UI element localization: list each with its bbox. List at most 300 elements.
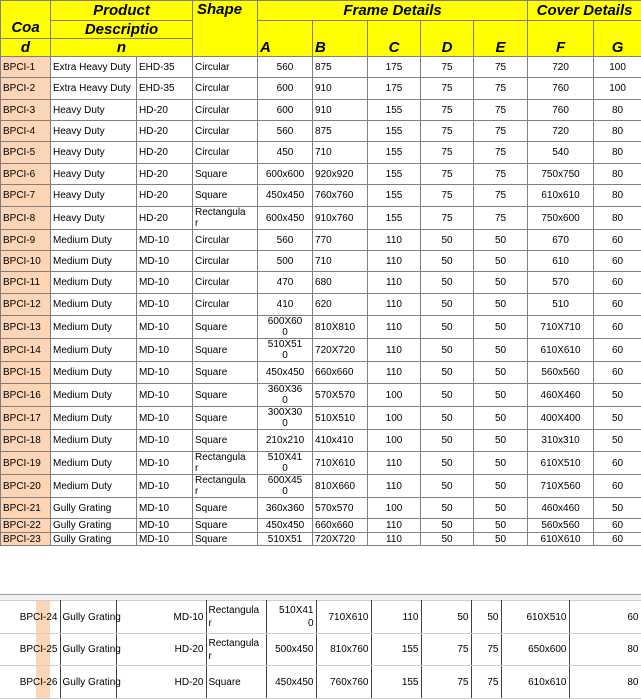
- cell-d[interactable]: 50: [421, 519, 474, 533]
- cell-e[interactable]: 50: [474, 452, 528, 475]
- cell-c[interactable]: 100: [368, 430, 421, 452]
- cell-shape[interactable]: Square: [193, 519, 258, 533]
- cell-a[interactable]: 600x450: [258, 207, 313, 230]
- cell-g[interactable]: 50: [594, 384, 641, 407]
- cell-d[interactable]: 50: [421, 384, 474, 407]
- cell-c[interactable]: 110: [368, 294, 421, 316]
- cell-code[interactable]: BPCI-12: [1, 294, 51, 316]
- cell-code[interactable]: BPCI-1: [1, 57, 51, 78]
- cell-d[interactable]: 50: [421, 272, 474, 294]
- cell-f[interactable]: 720: [528, 121, 594, 142]
- cell-e[interactable]: 50: [474, 430, 528, 452]
- header-col-e[interactable]: E: [474, 21, 528, 57]
- cell-e[interactable]: 75: [474, 207, 528, 230]
- cell-a[interactable]: 560: [258, 57, 313, 78]
- cell-code[interactable]: BPCI-9: [1, 230, 51, 251]
- header-frame-details[interactable]: Frame Details: [258, 1, 528, 21]
- cell-a[interactable]: 510X41 0: [258, 452, 313, 475]
- cell-grade[interactable]: HD-20: [137, 142, 193, 164]
- cell-e[interactable]: 50: [474, 316, 528, 339]
- cell-d[interactable]: 50: [421, 407, 474, 430]
- cell-f[interactable]: 510: [528, 294, 594, 316]
- header-col-d[interactable]: D: [421, 21, 474, 57]
- cell-g[interactable]: 60: [594, 230, 641, 251]
- cell-grade[interactable]: MD-10: [137, 362, 193, 384]
- cell-f[interactable]: 560x560: [528, 362, 594, 384]
- cell-c[interactable]: 100: [368, 384, 421, 407]
- cell-d[interactable]: 75: [421, 78, 474, 100]
- cell-f[interactable]: 460x460: [528, 498, 594, 519]
- cell-b[interactable]: 810X810: [313, 316, 368, 339]
- cell-shape[interactable]: Circular: [193, 121, 258, 142]
- cell-g[interactable]: 50: [594, 407, 641, 430]
- cell-shape[interactable]: Square: [193, 339, 258, 362]
- cell-d[interactable]: 50: [421, 498, 474, 519]
- table-row[interactable]: [1, 100, 641, 121]
- cell-b[interactable]: 875: [313, 57, 368, 78]
- table-row[interactable]: [1, 316, 641, 339]
- cell-grade[interactable]: HD-20: [137, 121, 193, 142]
- header-code[interactable]: Coa: [1, 1, 51, 39]
- cell-grade[interactable]: MD-10: [137, 272, 193, 294]
- table-row[interactable]: [1, 121, 641, 142]
- cell-b[interactable]: 710X610: [316, 601, 371, 634]
- cell-d[interactable]: 75: [421, 666, 471, 699]
- cell-shape[interactable]: Rectangula r: [206, 601, 266, 634]
- cell-b[interactable]: 910: [313, 100, 368, 121]
- cell-description[interactable]: Gully Grating: [60, 634, 116, 666]
- cell-grade[interactable]: MD-10: [116, 601, 206, 634]
- cell-description[interactable]: Extra Heavy Duty: [51, 57, 137, 78]
- cell-g[interactable]: 60: [594, 362, 641, 384]
- cell-b[interactable]: 410x410: [313, 430, 368, 452]
- cell-g[interactable]: 60: [569, 601, 641, 634]
- cell-b[interactable]: 910x760: [313, 207, 368, 230]
- cell-d[interactable]: 75: [421, 142, 474, 164]
- cell-c[interactable]: 110: [368, 475, 421, 498]
- table-row[interactable]: [0, 666, 641, 699]
- cell-a[interactable]: 560: [258, 121, 313, 142]
- cell-a[interactable]: 410: [258, 294, 313, 316]
- table-row[interactable]: [1, 251, 641, 272]
- cell-shape[interactable]: Square: [193, 498, 258, 519]
- cell-e[interactable]: 50: [474, 498, 528, 519]
- cell-d[interactable]: 50: [421, 316, 474, 339]
- cell-d[interactable]: 50: [421, 251, 474, 272]
- cell-shape[interactable]: Circular: [193, 230, 258, 251]
- cell-f[interactable]: 750x600: [528, 207, 594, 230]
- cell-shape[interactable]: Circular: [193, 272, 258, 294]
- cell-a[interactable]: 450x450: [258, 362, 313, 384]
- cell-shape[interactable]: Square: [193, 362, 258, 384]
- cell-b[interactable]: 810X660: [313, 475, 368, 498]
- cell-g[interactable]: 100: [594, 57, 641, 78]
- cell-f[interactable]: 750x750: [528, 164, 594, 185]
- cell-grade[interactable]: HD-20: [137, 164, 193, 185]
- cell-shape[interactable]: Square: [193, 384, 258, 407]
- cell-c[interactable]: 155: [368, 100, 421, 121]
- cell-e[interactable]: 75: [471, 666, 501, 699]
- cell-a[interactable]: 600x600: [258, 164, 313, 185]
- table-row[interactable]: [1, 294, 641, 316]
- cell-shape[interactable]: Square: [193, 164, 258, 185]
- cell-b[interactable]: 660x660: [313, 519, 368, 533]
- cell-a[interactable]: 510X51 0: [258, 339, 313, 362]
- cell-g[interactable]: 60: [594, 251, 641, 272]
- header-col-c[interactable]: C: [368, 21, 421, 57]
- table-row[interactable]: [1, 272, 641, 294]
- cell-c[interactable]: 110: [368, 519, 421, 533]
- cell-e[interactable]: 75: [474, 142, 528, 164]
- cell-f[interactable]: 720: [528, 57, 594, 78]
- cell-e[interactable]: 50: [474, 272, 528, 294]
- cell-description[interactable]: Heavy Duty: [51, 100, 137, 121]
- cell-a[interactable]: 360x360: [258, 498, 313, 519]
- cell-e[interactable]: 75: [471, 634, 501, 666]
- header-col-a[interactable]: A: [258, 21, 313, 57]
- cell-b[interactable]: 760x760: [316, 666, 371, 699]
- cell-c[interactable]: 155: [371, 634, 421, 666]
- table-row[interactable]: [1, 78, 641, 100]
- cell-code[interactable]: BPCI-13: [1, 316, 51, 339]
- table-row[interactable]: [1, 384, 641, 407]
- table-row[interactable]: [1, 362, 641, 384]
- cell-d[interactable]: 50: [421, 339, 474, 362]
- table-row[interactable]: [1, 430, 641, 452]
- cell-description[interactable]: Medium Duty: [51, 272, 137, 294]
- cell-d[interactable]: 50: [421, 452, 474, 475]
- cell-description[interactable]: Gully Grating: [60, 601, 116, 634]
- table-row[interactable]: [1, 57, 641, 78]
- cell-description[interactable]: Heavy Duty: [51, 142, 137, 164]
- cell-grade[interactable]: HD-20: [116, 666, 206, 699]
- cell-grade[interactable]: MD-10: [137, 452, 193, 475]
- cell-a[interactable]: 300X30 0: [258, 407, 313, 430]
- cell-f[interactable]: 400X400: [528, 407, 594, 430]
- cell-c[interactable]: 155: [368, 142, 421, 164]
- cell-f[interactable]: 760: [528, 78, 594, 100]
- cell-code[interactable]: BPCI-19: [1, 452, 51, 475]
- header-cover-details[interactable]: Cover Details: [528, 1, 641, 21]
- cell-e[interactable]: 75: [474, 57, 528, 78]
- cell-code[interactable]: BPCI-17: [1, 407, 51, 430]
- cell-b[interactable]: 710: [313, 142, 368, 164]
- header-col-b[interactable]: B: [313, 21, 368, 57]
- cell-g[interactable]: 50: [594, 498, 641, 519]
- cell-d[interactable]: 50: [421, 230, 474, 251]
- cell-d[interactable]: 50: [421, 294, 474, 316]
- cell-a[interactable]: 470: [258, 272, 313, 294]
- cell-g[interactable]: 80: [569, 634, 641, 666]
- cell-a[interactable]: 600: [258, 78, 313, 100]
- cell-b[interactable]: 720X720: [313, 339, 368, 362]
- cell-code[interactable]: BPCI-14: [1, 339, 51, 362]
- cell-shape[interactable]: Square: [193, 430, 258, 452]
- cell-b[interactable]: 570X570: [313, 384, 368, 407]
- table-row[interactable]: [1, 185, 641, 207]
- cell-g[interactable]: 60: [594, 339, 641, 362]
- cell-code[interactable]: BPCI-11: [1, 272, 51, 294]
- cell-description[interactable]: Medium Duty: [51, 251, 137, 272]
- cell-description[interactable]: Medium Duty: [51, 475, 137, 498]
- cell-g[interactable]: 80: [594, 121, 641, 142]
- cell-f[interactable]: 310x310: [528, 430, 594, 452]
- cell-f[interactable]: 710X560: [528, 475, 594, 498]
- cell-e[interactable]: 75: [474, 100, 528, 121]
- cell-d[interactable]: 50: [421, 430, 474, 452]
- cell-code[interactable]: BPCI-5: [1, 142, 51, 164]
- cell-a[interactable]: 450x450: [258, 185, 313, 207]
- cell-shape[interactable]: Circular: [193, 100, 258, 121]
- table-row[interactable]: [0, 601, 641, 634]
- cell-e[interactable]: 75: [474, 121, 528, 142]
- cell-c[interactable]: 110: [368, 362, 421, 384]
- cell-a[interactable]: 510X41 0: [266, 601, 316, 634]
- cell-grade[interactable]: MD-10: [137, 384, 193, 407]
- cell-c[interactable]: 155: [368, 121, 421, 142]
- cell-f[interactable]: 610X610: [528, 339, 594, 362]
- cell-f[interactable]: 670: [528, 230, 594, 251]
- cell-f[interactable]: 710X710: [528, 316, 594, 339]
- cell-f[interactable]: 460X460: [528, 384, 594, 407]
- cell-c[interactable]: 100: [368, 407, 421, 430]
- cell-code[interactable]: BPCI-15: [1, 362, 51, 384]
- cell-e[interactable]: 50: [474, 407, 528, 430]
- cell-g[interactable]: 60: [594, 475, 641, 498]
- cell-description[interactable]: Medium Duty: [51, 230, 137, 251]
- cell-f[interactable]: 610X610: [528, 533, 594, 546]
- cell-e[interactable]: 75: [474, 164, 528, 185]
- cell-grade[interactable]: MD-10: [137, 519, 193, 533]
- cell-description[interactable]: Medium Duty: [51, 384, 137, 407]
- cell-grade[interactable]: EHD-35: [137, 57, 193, 78]
- table-row[interactable]: [1, 533, 641, 546]
- cell-description[interactable]: Medium Duty: [51, 316, 137, 339]
- cell-g[interactable]: 60: [594, 533, 641, 546]
- cell-grade[interactable]: MD-10: [137, 533, 193, 546]
- cell-grade[interactable]: HD-20: [116, 634, 206, 666]
- cell-e[interactable]: 50: [471, 601, 501, 634]
- cell-b[interactable]: 680: [313, 272, 368, 294]
- cell-shape[interactable]: Square: [193, 185, 258, 207]
- table-row[interactable]: [1, 452, 641, 475]
- cell-c[interactable]: 155: [368, 164, 421, 185]
- cell-description[interactable]: Medium Duty: [51, 294, 137, 316]
- table-row[interactable]: [1, 407, 641, 430]
- cell-grade[interactable]: MD-10: [137, 407, 193, 430]
- cell-description[interactable]: Medium Duty: [51, 362, 137, 384]
- cell-code[interactable]: BPCI-20: [1, 475, 51, 498]
- cell-d[interactable]: 50: [421, 362, 474, 384]
- cell-shape[interactable]: Square: [193, 316, 258, 339]
- cell-g[interactable]: 60: [594, 519, 641, 533]
- cell-a[interactable]: 500x450: [266, 634, 316, 666]
- cell-g[interactable]: 60: [594, 294, 641, 316]
- cell-e[interactable]: 50: [474, 362, 528, 384]
- cell-d[interactable]: 75: [421, 185, 474, 207]
- cell-code[interactable]: BPCI-7: [1, 185, 51, 207]
- cell-shape[interactable]: Rectangula r: [193, 452, 258, 475]
- cell-shape[interactable]: Circular: [193, 57, 258, 78]
- cell-e[interactable]: 50: [474, 251, 528, 272]
- cell-code[interactable]: BPCI-24: [0, 601, 60, 634]
- cell-b[interactable]: 920x920: [313, 164, 368, 185]
- cell-code[interactable]: BPCI-25: [0, 634, 60, 666]
- cell-description[interactable]: Gully Grating: [51, 533, 137, 546]
- table-row[interactable]: [1, 142, 641, 164]
- cell-shape[interactable]: Square: [193, 407, 258, 430]
- cell-f[interactable]: 610x610: [528, 185, 594, 207]
- cell-code[interactable]: BPCI-22: [1, 519, 51, 533]
- cell-g[interactable]: 100: [594, 78, 641, 100]
- cell-c[interactable]: 110: [368, 316, 421, 339]
- cell-g[interactable]: 60: [594, 452, 641, 475]
- table-row[interactable]: [0, 634, 641, 666]
- cell-d[interactable]: 75: [421, 100, 474, 121]
- cell-description[interactable]: Heavy Duty: [51, 185, 137, 207]
- cell-b[interactable]: 770: [313, 230, 368, 251]
- cell-g[interactable]: 80: [569, 666, 641, 699]
- cell-code[interactable]: BPCI-6: [1, 164, 51, 185]
- cell-e[interactable]: 50: [474, 294, 528, 316]
- cell-shape[interactable]: Rectangula r: [193, 475, 258, 498]
- cell-shape[interactable]: Rectangula r: [193, 207, 258, 230]
- cell-code[interactable]: BPCI-16: [1, 384, 51, 407]
- cell-b[interactable]: 570x570: [313, 498, 368, 519]
- cell-f[interactable]: 760: [528, 100, 594, 121]
- cell-f[interactable]: 540: [528, 142, 594, 164]
- cell-a[interactable]: 450x450: [258, 519, 313, 533]
- cell-g[interactable]: 80: [594, 207, 641, 230]
- cell-description[interactable]: Gully Grating: [51, 519, 137, 533]
- cell-grade[interactable]: HD-20: [137, 185, 193, 207]
- cell-e[interactable]: 50: [474, 339, 528, 362]
- cell-c[interactable]: 110: [368, 230, 421, 251]
- cell-d[interactable]: 50: [421, 533, 474, 546]
- cell-b[interactable]: 510X510: [313, 407, 368, 430]
- cell-code[interactable]: BPCI-4: [1, 121, 51, 142]
- cell-a[interactable]: 600: [258, 100, 313, 121]
- cell-a[interactable]: 450: [258, 142, 313, 164]
- table-row[interactable]: [1, 339, 641, 362]
- cell-shape[interactable]: Circular: [193, 78, 258, 100]
- cell-c[interactable]: 110: [368, 533, 421, 546]
- cell-a[interactable]: 500: [258, 251, 313, 272]
- cell-f[interactable]: 650x600: [501, 634, 569, 666]
- cell-g[interactable]: 80: [594, 100, 641, 121]
- cell-d[interactable]: 75: [421, 634, 471, 666]
- cell-e[interactable]: 50: [474, 533, 528, 546]
- cell-e[interactable]: 50: [474, 230, 528, 251]
- cell-shape[interactable]: Square: [206, 666, 266, 699]
- table-row[interactable]: [1, 207, 641, 230]
- cell-c[interactable]: 110: [368, 272, 421, 294]
- header-shape[interactable]: Shape: [193, 1, 258, 57]
- cell-d[interactable]: 75: [421, 164, 474, 185]
- cell-d[interactable]: 75: [421, 57, 474, 78]
- cell-description[interactable]: Medium Duty: [51, 452, 137, 475]
- cell-shape[interactable]: Rectangula r: [206, 634, 266, 666]
- cell-c[interactable]: 175: [368, 57, 421, 78]
- cell-description[interactable]: Medium Duty: [51, 407, 137, 430]
- cell-d[interactable]: 50: [421, 601, 471, 634]
- cell-code[interactable]: BPCI-2: [1, 78, 51, 100]
- cell-code[interactable]: BPCI-3: [1, 100, 51, 121]
- cell-g[interactable]: 80: [594, 164, 641, 185]
- cell-b[interactable]: 710X610: [313, 452, 368, 475]
- cell-e[interactable]: 50: [474, 384, 528, 407]
- cell-code[interactable]: BPCI-10: [1, 251, 51, 272]
- cell-b[interactable]: 720X720: [313, 533, 368, 546]
- table-row[interactable]: [1, 475, 641, 498]
- cell-e[interactable]: 50: [474, 475, 528, 498]
- cell-grade[interactable]: MD-10: [137, 430, 193, 452]
- cell-b[interactable]: 760x760: [313, 185, 368, 207]
- cell-e[interactable]: 75: [474, 185, 528, 207]
- cell-a[interactable]: 450x450: [266, 666, 316, 699]
- cell-c[interactable]: 155: [368, 185, 421, 207]
- cell-code[interactable]: BPCI-18: [1, 430, 51, 452]
- cell-b[interactable]: 660x660: [313, 362, 368, 384]
- cell-grade[interactable]: MD-10: [137, 316, 193, 339]
- cell-f[interactable]: 560x560: [528, 519, 594, 533]
- cell-f[interactable]: 610X510: [501, 601, 569, 634]
- cell-shape[interactable]: Circular: [193, 251, 258, 272]
- cell-grade[interactable]: MD-10: [137, 498, 193, 519]
- cell-a[interactable]: 600X45 0: [258, 475, 313, 498]
- cell-description[interactable]: Heavy Duty: [51, 164, 137, 185]
- cell-g[interactable]: 60: [594, 272, 641, 294]
- cell-d[interactable]: 75: [421, 121, 474, 142]
- cell-c[interactable]: 110: [368, 251, 421, 272]
- cell-grade[interactable]: MD-10: [137, 251, 193, 272]
- cell-description[interactable]: Gully Grating: [60, 666, 116, 699]
- cell-description[interactable]: Medium Duty: [51, 430, 137, 452]
- cell-grade[interactable]: MD-10: [137, 475, 193, 498]
- cell-g[interactable]: 80: [594, 185, 641, 207]
- cell-description[interactable]: Extra Heavy Duty: [51, 78, 137, 100]
- cell-b[interactable]: 620: [313, 294, 368, 316]
- cell-shape[interactable]: Circular: [193, 294, 258, 316]
- header-product[interactable]: Product: [51, 1, 193, 21]
- cell-description[interactable]: Gully Grating: [51, 498, 137, 519]
- cell-shape[interactable]: Square: [193, 533, 258, 546]
- cell-c[interactable]: 110: [368, 339, 421, 362]
- cell-e[interactable]: 75: [474, 78, 528, 100]
- table-row[interactable]: [1, 498, 641, 519]
- cell-code[interactable]: BPCI-26: [0, 666, 60, 699]
- cell-description[interactable]: Heavy Duty: [51, 121, 137, 142]
- cell-description[interactable]: Heavy Duty: [51, 207, 137, 230]
- cell-grade[interactable]: HD-20: [137, 100, 193, 121]
- table-row[interactable]: [1, 164, 641, 185]
- cell-a[interactable]: 600X60 0: [258, 316, 313, 339]
- cell-c[interactable]: 155: [371, 666, 421, 699]
- cell-shape[interactable]: Circular: [193, 142, 258, 164]
- cell-b[interactable]: 710: [313, 251, 368, 272]
- cell-grade[interactable]: HD-20: [137, 207, 193, 230]
- cell-f[interactable]: 570: [528, 272, 594, 294]
- cell-code[interactable]: BPCI-21: [1, 498, 51, 519]
- cell-a[interactable]: 510X51: [258, 533, 313, 546]
- table-row[interactable]: [1, 519, 641, 533]
- cell-b[interactable]: 810x760: [316, 634, 371, 666]
- header-col-f[interactable]: F: [528, 21, 594, 57]
- cell-grade[interactable]: MD-10: [137, 339, 193, 362]
- cell-a[interactable]: 360X36 0: [258, 384, 313, 407]
- cell-a[interactable]: 210x210: [258, 430, 313, 452]
- cell-c[interactable]: 175: [368, 78, 421, 100]
